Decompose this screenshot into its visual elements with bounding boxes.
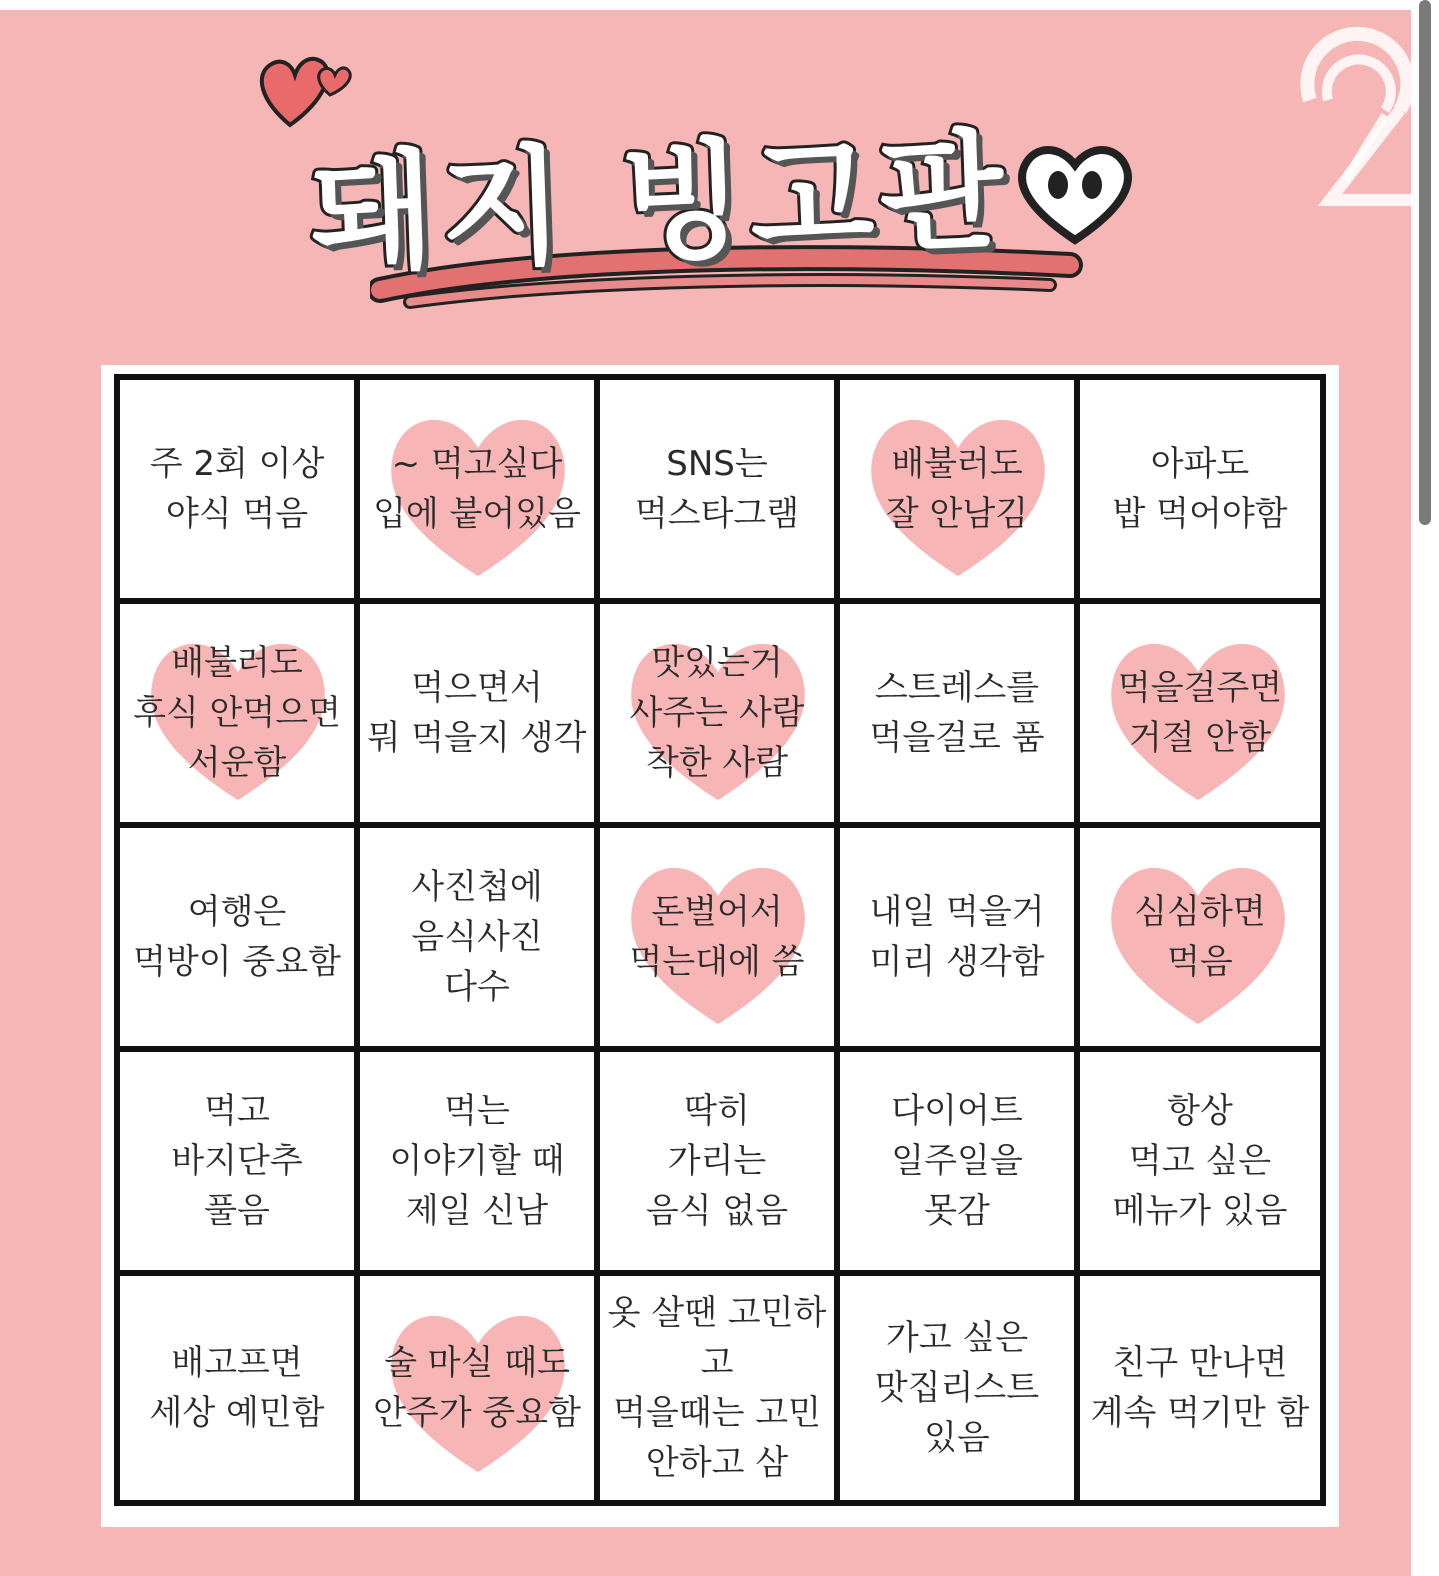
bingo-cell[interactable] <box>360 380 600 604</box>
bingo-cell-text: 돈벌어서 먹는대에 씀 <box>629 892 805 982</box>
bingo-cell-text: 술 마실 때도 안주가 중요함 <box>373 1343 581 1433</box>
bingo-cell-text: 맛있는거 사주는 사람 착한 사람 <box>629 643 805 783</box>
bingo-cell-text: 배불러도 잘 안남김 <box>885 444 1029 534</box>
bingo-cell[interactable] <box>600 604 840 828</box>
bingo-cell-text: 심심하면 먹음 <box>1134 892 1266 982</box>
bingo-cell[interactable] <box>840 380 1080 604</box>
bingo-cell[interactable] <box>120 380 360 604</box>
bingo-cell[interactable] <box>1080 1052 1320 1276</box>
title-area <box>250 30 1150 330</box>
bingo-cell-text: 주 2회 이상 야식 먹음 <box>149 444 325 534</box>
bingo-cell-text: 먹고 바지단추 풀음 <box>171 1091 303 1231</box>
bingo-cell-text: 가고 싶은 맛집리스트 있음 <box>874 1318 1040 1458</box>
bingo-cell[interactable] <box>360 1052 600 1276</box>
bingo-grid <box>114 374 1326 1506</box>
bingo-cell[interactable] <box>360 828 600 1052</box>
bingo-cell[interactable] <box>1080 380 1320 604</box>
bingo-cell-text: 친구 만나면 계속 먹기만 함 <box>1090 1343 1310 1433</box>
bingo-cell[interactable] <box>600 1276 840 1500</box>
bingo-cell[interactable] <box>120 1052 360 1276</box>
bingo-cell[interactable] <box>1080 604 1320 828</box>
top-strip <box>0 0 1439 10</box>
bingo-cell-text: 딱히 가리는 음식 없음 <box>645 1091 789 1231</box>
bingo-cell-text: 항상 먹고 싶은 메뉴가 있음 <box>1112 1091 1288 1231</box>
logo-mark <box>1290 20 1420 220</box>
bingo-cell[interactable] <box>120 604 360 828</box>
bingo-cell-text: 배불러도 후식 안먹으면 서운함 <box>133 643 341 783</box>
bingo-cell[interactable] <box>840 1052 1080 1276</box>
bingo-cell-text: 배고프면 세상 예민함 <box>149 1343 325 1433</box>
bingo-cell-text: 내일 먹을거 미리 생각함 <box>869 892 1045 982</box>
bingo-cell[interactable] <box>120 1276 360 1500</box>
bingo-cell[interactable] <box>360 1276 600 1500</box>
bingo-cell[interactable] <box>840 1276 1080 1500</box>
bingo-cell-text: 여행은 먹방이 중요함 <box>133 892 341 982</box>
bingo-cell-text: ~ 먹고싶다 입에 붙어있음 <box>373 444 581 534</box>
bingo-cell-text: 먹을걸주면 거절 안함 <box>1117 668 1283 758</box>
bingo-cell[interactable] <box>1080 1276 1320 1500</box>
bingo-cell[interactable] <box>600 380 840 604</box>
bingo-cell[interactable] <box>840 828 1080 1052</box>
bingo-cell-text: SNS는 먹스타그램 <box>634 444 800 534</box>
scrollbar-track[interactable] <box>1411 0 1439 1576</box>
bingo-cell-text: 사진첩에 음식사진 다수 <box>411 867 543 1007</box>
bingo-cell[interactable] <box>1080 828 1320 1052</box>
bingo-cell-text: 다이어트 일주일을 못감 <box>891 1091 1023 1231</box>
pig-nose-heart-icon <box>1010 130 1140 250</box>
bingo-cell[interactable] <box>120 828 360 1052</box>
page-title: 돼지 빙고판 <box>308 116 1012 291</box>
bingo-cell-text: 옷 살땐 고민하고 먹을때는 고민 안하고 삼 <box>607 1293 827 1483</box>
bingo-cell[interactable] <box>360 604 600 828</box>
scrollbar-thumb[interactable] <box>1419 0 1431 525</box>
bingo-cell-text: 먹는 이야기할 때 제일 신남 <box>389 1091 565 1231</box>
bingo-cell-text: 아파도 밥 먹어야함 <box>1112 444 1288 534</box>
bingo-cell[interactable] <box>600 1052 840 1276</box>
bingo-cell-text: 스트레스를 먹을걸로 품 <box>869 668 1045 758</box>
bingo-cell[interactable] <box>600 828 840 1052</box>
bingo-cell-text: 먹으면서 뭐 먹을지 생각 <box>367 668 587 758</box>
bingo-cell[interactable] <box>840 604 1080 828</box>
